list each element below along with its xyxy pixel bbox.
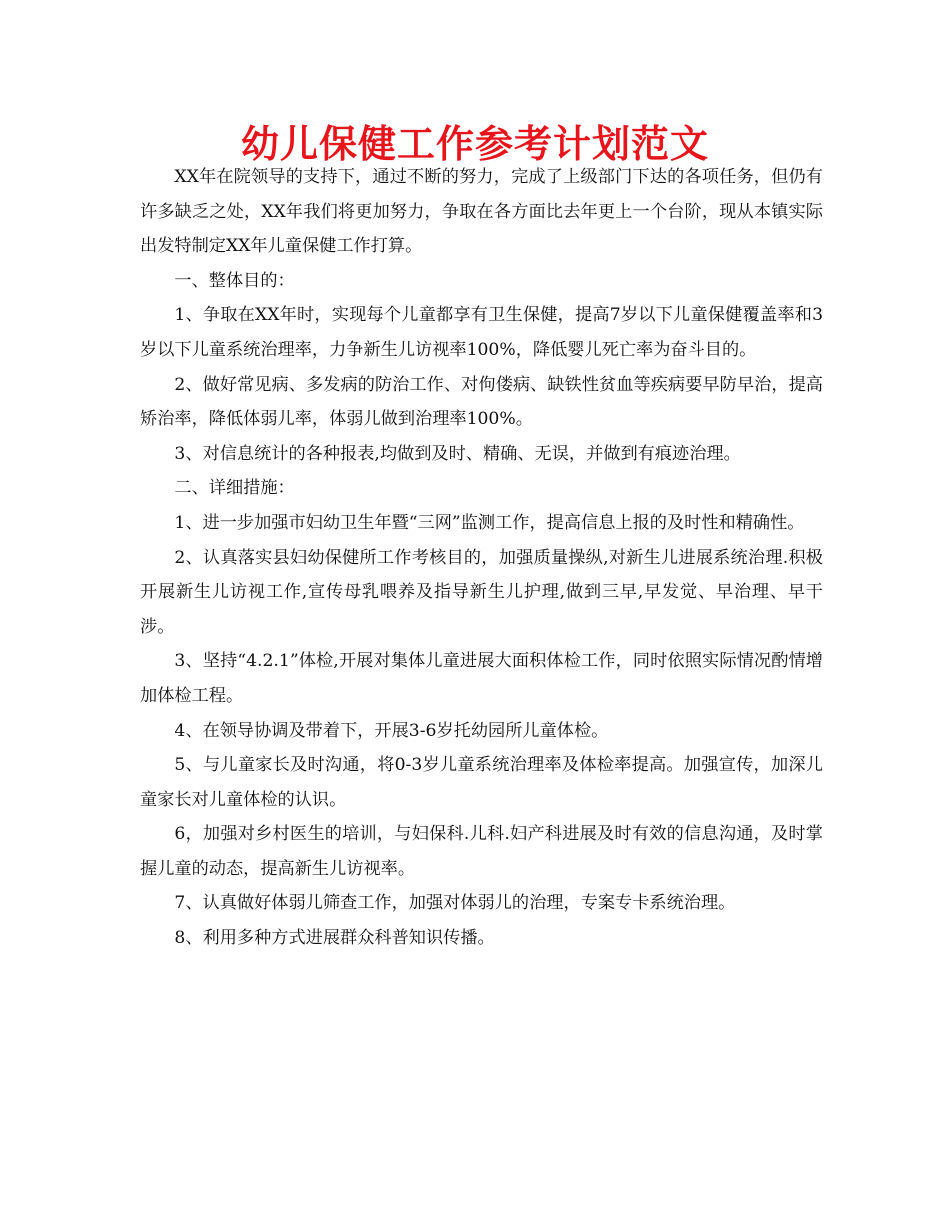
- measure-item-3: 3、坚持“4.2.1”体检,开展对集体儿童进展大面积体检工作，同时依照实际情况酌情增加体检工程。: [140, 651, 823, 706]
- measure-item-1: 1、进一步加强市妇幼卫生年暨“三网”监测工作，提高信息上报的及时性和精确性。: [174, 512, 805, 533]
- intro-paragraph: XX年在院领导的支持下，通过不断的努力，完成了上级部门下达的各项任务，但仍有许多缺乏之处，XX年我们将更加努力，争取在各方面比去年更上一个台阶，现从本镇实际出发特制定XX年儿童保健工作打算。: [140, 167, 823, 257]
- document-title: 幼儿保健工作参考计划范文: [240, 122, 709, 166]
- section-heading-goals: 一、整体目的：: [174, 270, 295, 291]
- goal-item-1: 1、争取在XX年时，实现每个儿童都享有卫生保健，提高7岁以下儿童保健覆盖率和3岁以下儿童系统治理率，力争新生儿访视率100%，降低婴儿死亡率为奋斗目的。: [140, 305, 823, 360]
- document-body: [140, 160, 823, 956]
- measure-item-6: 6，加强对乡村医生的培训，与妇保科.儿科.妇产科进展及时有效的信息沟通，及时掌握儿童的动态，提高新生儿访视率。: [140, 824, 823, 879]
- measure-item-2: 2、认真落实县妇幼保健所工作考核目的，加强质量操纵,对新生儿进展系统治理.积极开展新生儿访视工作,宣传母乳喂养及指导新生儿护理,做到三早,早发觉、早治理、早干涉。: [140, 547, 823, 637]
- goal-item-3: 3、对信息统计的各种报表,均做到及时、精确、无误，并做到有痕迹治理。: [174, 443, 741, 464]
- measure-item-8: 8、利用多种方式进展群众科普知识传播。: [174, 928, 495, 949]
- section-heading-measures: 二、详细措施：: [174, 478, 295, 499]
- goal-item-2: 2、做好常见病、多发病的防治工作、对佝偻病、缺铁性贫血等疾病要早防早治，提高矫治率，降低体弱儿率，体弱儿做到治理率100%。: [140, 374, 823, 430]
- measure-item-4: 4、在领导协调及带着下，开展3-6岁托幼园所儿童体检。: [174, 720, 609, 741]
- measure-item-7: 7、认真做好体弱儿筛查工作，加强对体弱儿的治理，专案专卡系统治理。: [174, 893, 736, 914]
- measure-item-5: 5、与儿童家长及时沟通，将0-3岁儿童系统治理率及体检率提高。加强宣传，加深儿童家长对儿童体检的认识。: [140, 755, 823, 810]
